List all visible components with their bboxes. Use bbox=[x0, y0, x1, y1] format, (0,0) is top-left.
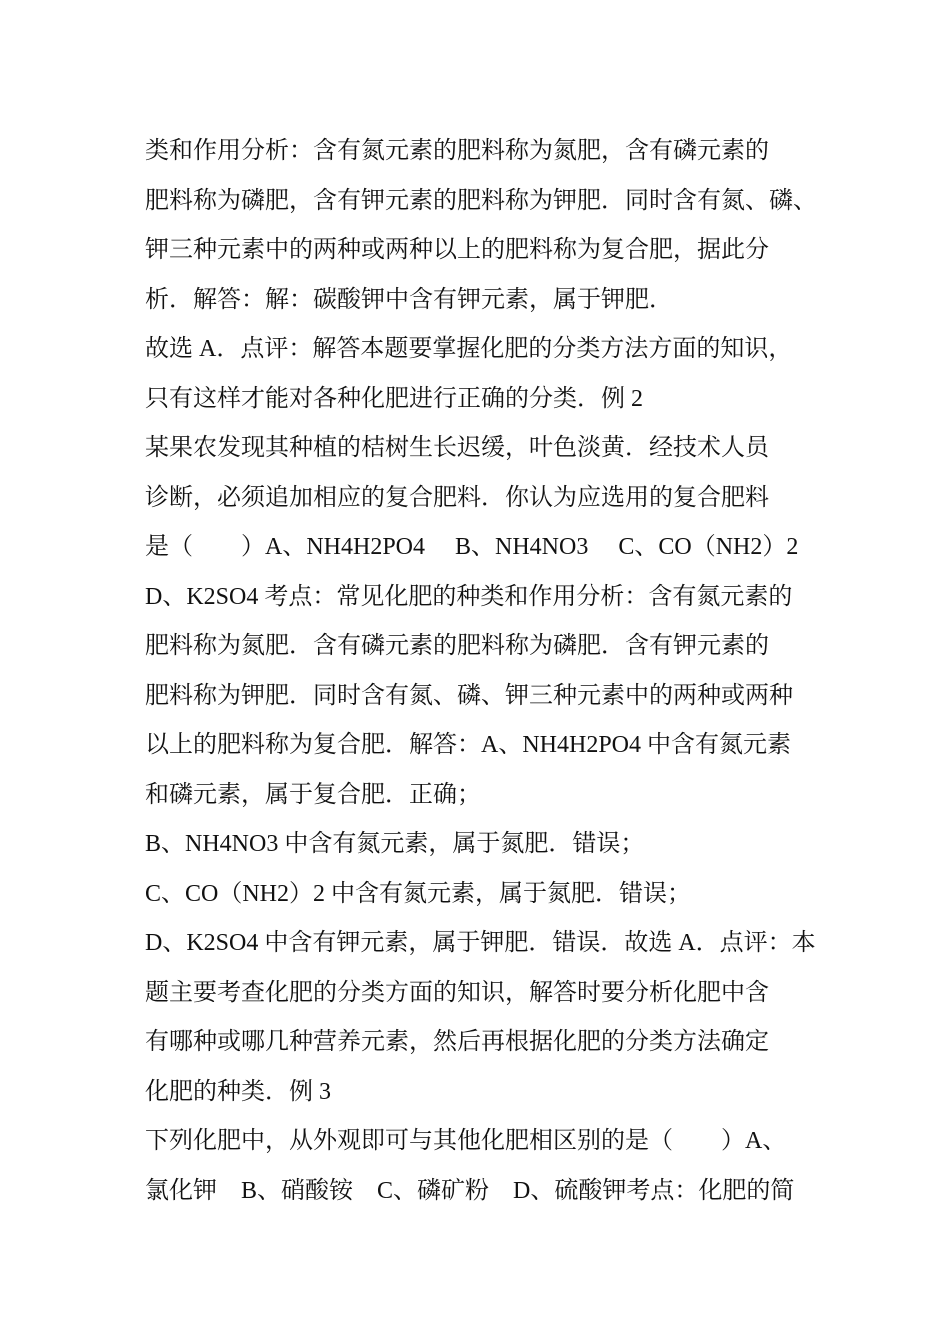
text-line: 有哪种或哪几种营养元素，然后再根据化肥的分类方法确定 bbox=[145, 1029, 769, 1055]
text-line: 只有这样才能对各种化肥进行正确的分类．例 2 bbox=[145, 385, 643, 412]
text-line: 题主要考查化肥的分类方面的知识，解答时要分析化肥中含 bbox=[145, 979, 769, 1006]
document-body bbox=[145, 127, 825, 1216]
text-line: 类和作用分析：含有氮元素的肥料称为氮肥，含有磷元素的 bbox=[145, 138, 769, 164]
text-line: B、NH4NO3 中含有氮元素，属于氮肥．错误； bbox=[145, 831, 645, 857]
text-line: 以上的肥料称为复合肥．解答：A、NH4H2PO4 中含有氮元素 bbox=[145, 732, 792, 758]
text-line: 下列化肥中，从外观即可与其他化肥相区别的是（ ）A、 bbox=[145, 1128, 787, 1154]
text-line: 和磷元素，属于复合肥．正确； bbox=[145, 781, 481, 808]
text-line: 故选 A．点评：解答本题要掌握化肥的分类方法方面的知识， bbox=[145, 336, 793, 362]
text-line: 是（ ）A、NH4H2PO4 B、NH4NO3 C、CO（NH2）2 bbox=[145, 534, 799, 560]
text-line: 肥料称为钾肥．同时含有氮、磷、钾三种元素中的两种或两种 bbox=[145, 682, 793, 709]
text-line: 肥料称为磷肥，含有钾元素的肥料称为钾肥．同时含有氮、磷、 bbox=[145, 187, 817, 214]
text-line: 某果农发现其种植的桔树生长迟缓，叶色淡黄．经技术人员 bbox=[145, 435, 769, 461]
text-line: D、K2SO4 中含有钾元素，属于钾肥．错误．故选 A．点评：本 bbox=[145, 930, 816, 956]
text-line: 钾三种元素中的两种或两种以上的肥料称为复合肥，据此分 bbox=[145, 237, 769, 263]
text-line: 肥料称为氮肥．含有磷元素的肥料称为磷肥．含有钾元素的 bbox=[145, 633, 769, 659]
text-line: 析．解答：解：碳酸钾中含有钾元素，属于钾肥． bbox=[145, 286, 673, 313]
text-line: 氯化钾 B、硝酸铵 C、磷矿粉 D、硫酸钾考点：化肥的简 bbox=[145, 1177, 795, 1204]
text-line: 化肥的种类．例 3 bbox=[145, 1078, 331, 1105]
text-line: 诊断，必须追加相应的复合肥料．你认为应选用的复合肥料 bbox=[145, 484, 769, 511]
text-line: C、CO（NH2）2 中含有氮元素，属于氮肥．错误； bbox=[145, 880, 692, 907]
text-line: D、K2SO4 考点：常见化肥的种类和作用分析：含有氮元素的 bbox=[145, 583, 793, 610]
